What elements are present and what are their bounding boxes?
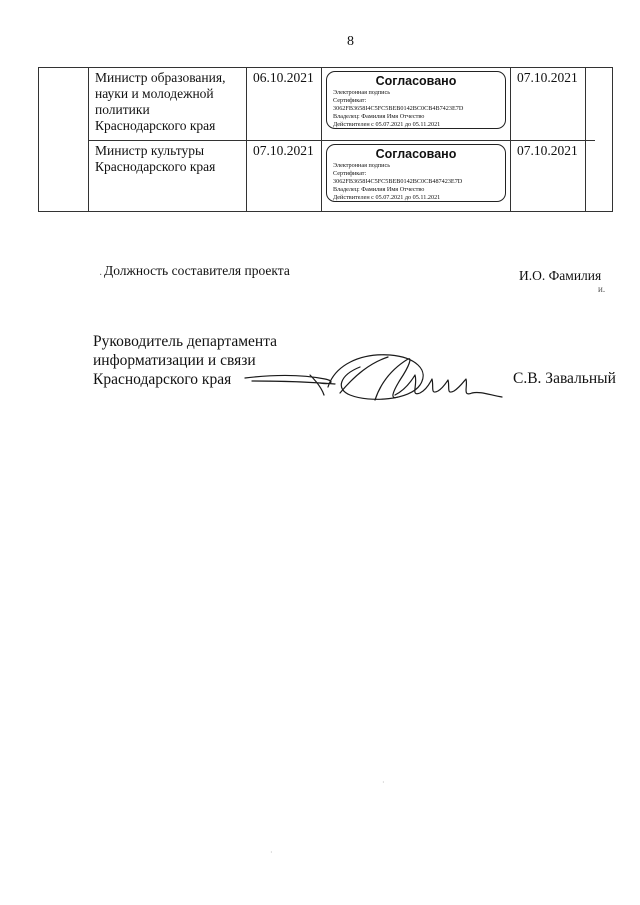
e-signature-stamp [326,71,506,129]
head-position-line: Краснодарского края [93,371,232,388]
table-border-left [38,67,39,211]
author-position: Должность составителя проекта [104,263,290,278]
author-mark: и. [598,284,606,294]
head-position-line: информатизации и связи [93,352,256,369]
approver-position: Министр образования, науки и молодежной политики Краснодарского края [89,68,247,141]
stamp-title: Согласовано [375,147,457,161]
stamp-owner: Владелец: Фамилия Имя Отчество [333,186,425,193]
stamp-validity: Действителен с 05.07.2021 до 05.11.2021 [333,121,441,128]
handwritten-signature [240,345,510,410]
stamp-line: Электронная подпись [333,162,391,169]
approver-position: Министр культуры Краснодарского края [89,141,247,212]
date-signed: 07.10.2021 [511,68,586,141]
page-number: 8 [347,34,354,49]
stamp-certificate: 3062FB3658I4C5FC5BEB0142BC0CB4B7423E7D [333,105,464,112]
stamp-certificate: 3062FB3658I4C5FC5BEB0142BC0CB487423E7D [333,178,463,185]
e-signature-stamp [326,144,506,202]
scan-dot: · [99,270,103,281]
empty-cell [586,68,596,141]
table-row [89,141,596,212]
stamp-line: Электронная подпись [333,89,391,96]
head-position-line: Руководитель департамента [93,333,278,350]
stamp-title: Согласовано [375,74,457,88]
author-name: И.О. Фамилия [519,268,602,283]
signature-stamp-cell [322,141,511,212]
approval-table [88,67,595,212]
table-border-right [612,67,613,211]
date-sent: 06.10.2021 [247,68,322,141]
stamp-validity: Действителен с 05.07.2021 до 05.11.2021 [333,194,441,201]
signature-stamp-cell [322,68,511,141]
scan-artifact: · [382,778,385,787]
empty-cell [586,141,596,212]
stamp-line: Сертификат: [333,170,367,177]
date-signed: 07.10.2021 [511,141,586,212]
head-name: С.В. Завальный [513,370,616,387]
stamp-line: Сертификат: [333,97,367,104]
scan-artifact: · [270,848,273,857]
date-sent: 07.10.2021 [247,141,322,212]
stamp-owner: Владелец: Фамилия Имя Отчество [333,113,425,120]
table-row [89,68,596,141]
